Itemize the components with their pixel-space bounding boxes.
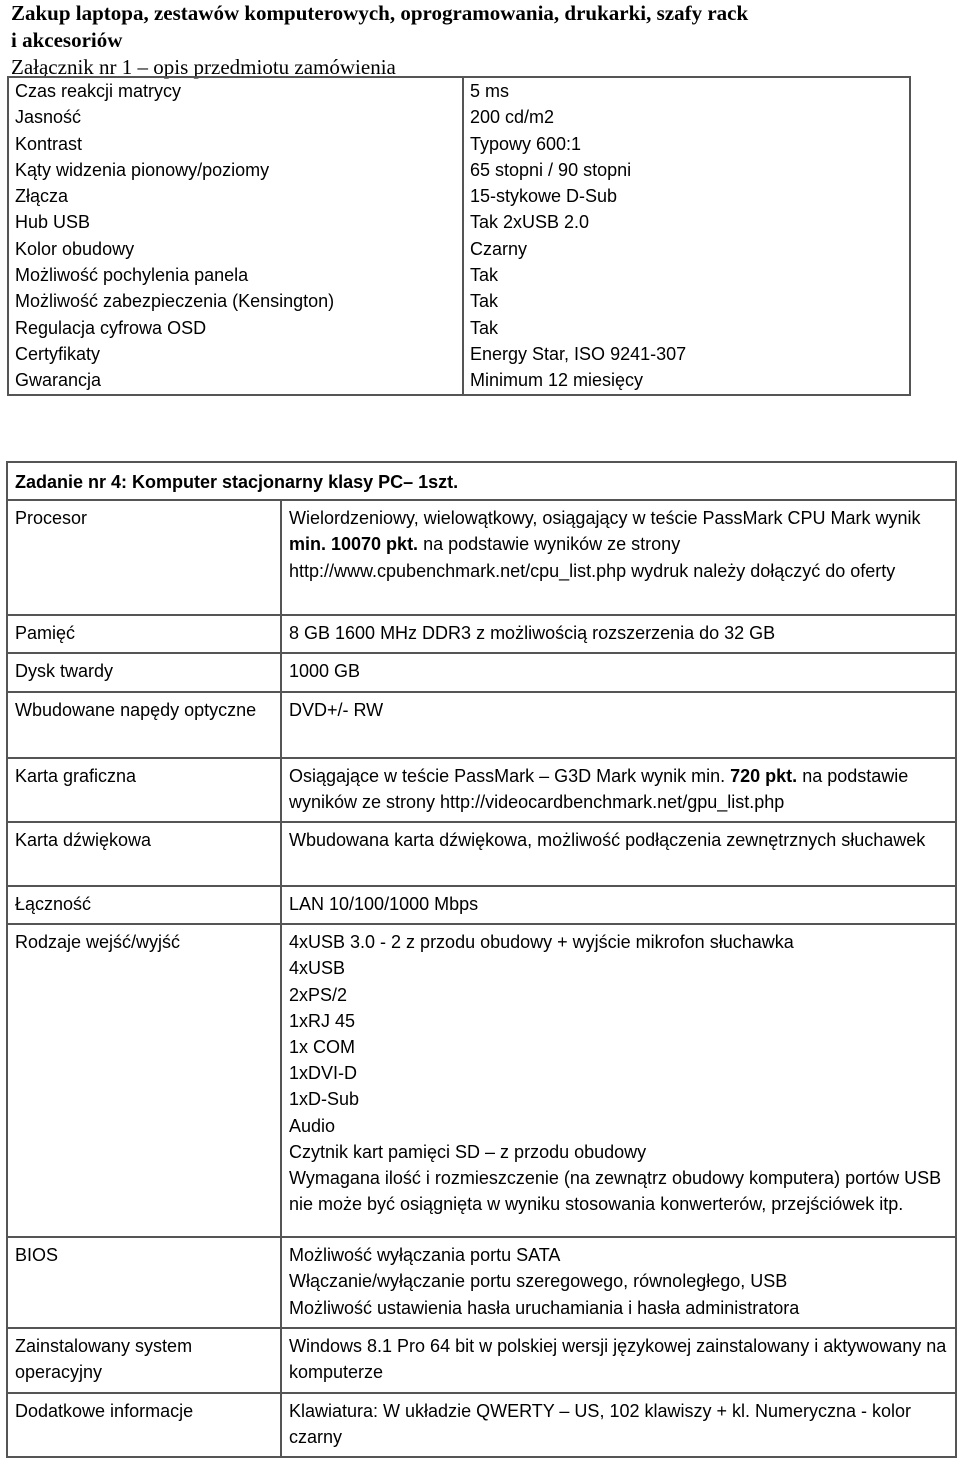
spec-row-sound bbox=[7, 822, 956, 886]
gpu-text-2: na podstawie wyników ze strony http://videocardbenchmark.net/gpu_list.php bbox=[289, 765, 909, 812]
document-title-line1: Zakup laptopa, zestawów komputerowych, oprogramowania, drukarki, szafy rack bbox=[11, 1, 749, 25]
spec-value: Tak bbox=[463, 262, 910, 288]
spec-value-os: Windows 8.1 Pro 64 bit w polskiej wersji językowej zainstalowany i aktywowany na komputerze bbox=[281, 1328, 956, 1392]
spec-value-network: LAN 10/100/1000 Mbps bbox=[281, 886, 956, 924]
spec-row bbox=[8, 367, 910, 394]
spec-label: Złącza bbox=[8, 183, 463, 209]
spec-label: Czas reakcji matrycy bbox=[8, 77, 463, 104]
io-line: 4xUSB 3.0 - 2 z przodu obudowy + wyjście mikrofon słuchawka bbox=[289, 932, 794, 953]
spec-row bbox=[8, 157, 910, 183]
spec-row bbox=[8, 262, 910, 288]
spec-row-gpu bbox=[7, 758, 956, 822]
gpu-min-score: 720 pkt. bbox=[730, 765, 798, 786]
spec-label: Jasność bbox=[8, 104, 463, 130]
io-line: 1xRJ 45 bbox=[289, 1010, 356, 1031]
spec-value: 5 ms bbox=[463, 77, 910, 104]
document-subtitle: Załącznik nr 1 – opis przedmiotu zamówienia bbox=[11, 55, 396, 79]
cpu-text-2: na podstawie wyników ze strony http://www.cpubenchmark.net/cpu_list.php wydruk należy dołączyć do oferty bbox=[289, 534, 896, 581]
spec-value-cpu bbox=[281, 500, 956, 615]
io-line: Czytnik kart pamięci SD – z przodu obudowy bbox=[289, 1141, 647, 1162]
spec-label: Certyfikaty bbox=[8, 341, 463, 367]
pc-table-title-row bbox=[7, 462, 956, 500]
cpu-text-1: Wielordzeniowy, wielowątkowy, osiągający w teście PassMark CPU Mark wynik bbox=[289, 508, 921, 529]
gpu-text-1: Osiągające w teście PassMark – G3D Mark wynik min. bbox=[289, 765, 731, 786]
spec-value-sound: Wbudowana karta dźwiękowa, możliwość podłączenia zewnętrznych słuchawek bbox=[281, 822, 956, 886]
spec-row-extra bbox=[7, 1393, 956, 1457]
spec-row-optical bbox=[7, 692, 956, 758]
spec-label: Możliwość zabezpieczenia (Kensington) bbox=[8, 288, 463, 314]
spec-label: Kąty widzenia pionowy/poziomy bbox=[8, 157, 463, 183]
spec-value: Czarny bbox=[463, 236, 910, 262]
spec-value: Tak bbox=[463, 288, 910, 314]
spec-value: Typowy 600:1 bbox=[463, 131, 910, 157]
spec-label-os: Zainstalowany system operacyjny bbox=[7, 1328, 281, 1392]
io-line: 1x COM bbox=[289, 1037, 356, 1058]
spec-label: Gwarancja bbox=[8, 367, 463, 394]
spec-value: Minimum 12 miesięcy bbox=[463, 367, 910, 394]
spec-label: Regulacja cyfrowa OSD bbox=[8, 315, 463, 341]
monitor-spec-table bbox=[7, 76, 911, 396]
spec-row-cpu bbox=[7, 500, 956, 615]
spec-row bbox=[8, 183, 910, 209]
spec-value: Energy Star, ISO 9241-307 bbox=[463, 341, 910, 367]
document-header bbox=[11, 0, 951, 81]
document-title-line2: i akcesoriów bbox=[11, 28, 123, 52]
cpu-min-score: min. 10070 pkt. bbox=[289, 534, 419, 555]
spec-row-hdd bbox=[7, 653, 956, 691]
spec-label: Hub USB bbox=[8, 209, 463, 235]
spec-label-gpu: Karta graficzna bbox=[7, 758, 281, 822]
spec-label-extra: Dodatkowe informacje bbox=[7, 1393, 281, 1457]
bios-line: Możliwość wyłączania portu SATA bbox=[289, 1245, 561, 1266]
bios-line: Włączanie/wyłączanie portu szeregowego, równoległego, USB bbox=[289, 1271, 788, 1292]
spec-value-ram: 8 GB 1600 MHz DDR3 z możliwością rozszerzenia do 32 GB bbox=[281, 615, 956, 653]
spec-row-io bbox=[7, 924, 956, 1237]
spec-row bbox=[8, 104, 910, 130]
spec-value-gpu bbox=[281, 758, 956, 822]
spec-row bbox=[8, 209, 910, 235]
spec-value-bios bbox=[281, 1237, 956, 1328]
spec-label-sound: Karta dźwiękowa bbox=[7, 822, 281, 886]
spec-row-os bbox=[7, 1328, 956, 1392]
spec-row bbox=[8, 131, 910, 157]
spec-label-ram: Pamięć bbox=[7, 615, 281, 653]
pc-spec-table bbox=[6, 461, 957, 1458]
spec-label-bios: BIOS bbox=[7, 1237, 281, 1328]
spec-value-extra: Klawiatura: W układzie QWERTY – US, 102 klawiszy + kl. Numeryczna - kolor czarny bbox=[281, 1393, 956, 1457]
spec-value-io bbox=[281, 924, 956, 1237]
io-line: 1xD-Sub bbox=[289, 1089, 360, 1110]
spec-value-optical: DVD+/- RW bbox=[281, 692, 956, 758]
io-line: 2xPS/2 bbox=[289, 984, 348, 1005]
spec-row-network bbox=[7, 886, 956, 924]
spec-row bbox=[8, 315, 910, 341]
spec-label: Kolor obudowy bbox=[8, 236, 463, 262]
spec-label-optical: Wbudowane napędy optyczne bbox=[7, 692, 281, 758]
spec-label-hdd: Dysk twardy bbox=[7, 653, 281, 691]
bios-line: Możliwość ustawienia hasła uruchamiania i hasła administratora bbox=[289, 1297, 800, 1318]
spec-value: Tak bbox=[463, 315, 910, 341]
spec-label: Możliwość pochylenia panela bbox=[8, 262, 463, 288]
io-line: 4xUSB bbox=[289, 958, 346, 979]
io-line: Audio bbox=[289, 1115, 336, 1136]
io-line: 1xDVI-D bbox=[289, 1063, 358, 1084]
spec-row bbox=[8, 236, 910, 262]
spec-label-cpu: Procesor bbox=[7, 500, 281, 615]
spec-label: Kontrast bbox=[8, 131, 463, 157]
spec-row-bios bbox=[7, 1237, 956, 1328]
spec-row-ram bbox=[7, 615, 956, 653]
io-line: Wymagana ilość i rozmieszczenie (na zewnątrz obudowy komputera) portów USB nie może być osiągnięta w wyniku stosowania konwerterów, przejściówek itp. bbox=[289, 1168, 942, 1215]
spec-row bbox=[8, 341, 910, 367]
spec-label-network: Łączność bbox=[7, 886, 281, 924]
spec-value: 65 stopni / 90 stopni bbox=[463, 157, 910, 183]
pc-table-title: Zadanie nr 4: Komputer stacjonarny klasy PC– 1szt. bbox=[7, 462, 956, 500]
spec-value: Tak 2xUSB 2.0 bbox=[463, 209, 910, 235]
spec-label-io: Rodzaje wejść/wyjść bbox=[7, 924, 281, 1237]
spec-value: 200 cd/m2 bbox=[463, 104, 910, 130]
spec-row bbox=[8, 288, 910, 314]
spec-row bbox=[8, 77, 910, 104]
spec-value: 15-stykowe D-Sub bbox=[463, 183, 910, 209]
spec-value-hdd: 1000 GB bbox=[281, 653, 956, 691]
